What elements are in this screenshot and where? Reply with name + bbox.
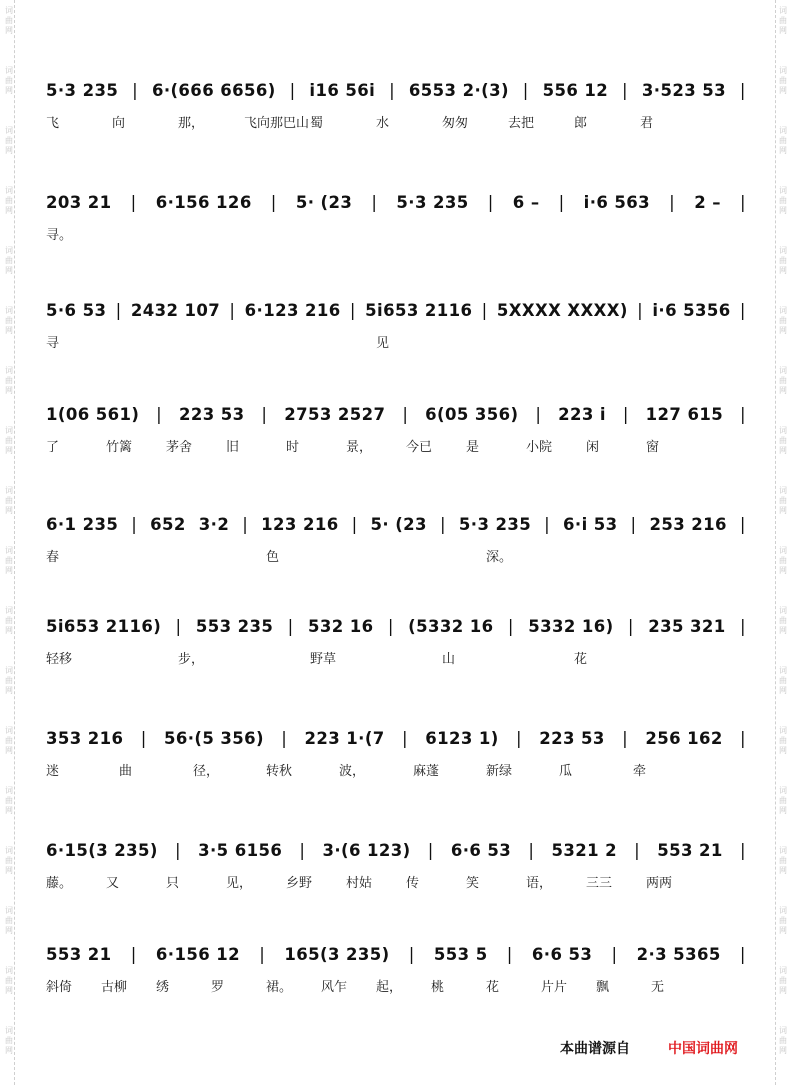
barline: | [487, 192, 494, 212]
barline: | [627, 616, 634, 636]
barline: | [427, 840, 434, 860]
lyrics-line [46, 436, 746, 456]
watermark-text: 词 曲 网 [5, 846, 13, 875]
lyrics-line [46, 648, 746, 668]
lyrics-line [46, 546, 746, 566]
note-group: 6·(666 6656) [151, 80, 276, 100]
barline: | [229, 300, 236, 320]
watermark-text: 词 曲 网 [779, 486, 787, 515]
lyric-word: 斜倚 [46, 980, 73, 995]
note-group: 6553 2·(3) [408, 80, 509, 100]
lyric-word: 语， [526, 876, 553, 891]
barline: | [261, 404, 268, 424]
lyric-word: 水 [376, 116, 390, 131]
barline: | [528, 840, 535, 860]
note-group: 6·15(3 235) [46, 840, 158, 860]
lyric-word: 飘 [596, 980, 610, 995]
staff-row [46, 726, 746, 796]
lyric-word: 瓜 [559, 764, 573, 779]
barline: | [634, 840, 641, 860]
lyric-word: 起， [376, 980, 403, 995]
barline: | [515, 728, 522, 748]
barline: | [371, 192, 378, 212]
note-group: 6·156 126 [155, 192, 252, 212]
lyric-word: 村姑 [346, 876, 373, 891]
barline: | [175, 616, 182, 636]
watermark-text: 词 曲 网 [5, 546, 13, 575]
watermark-text: 词 曲 网 [779, 606, 787, 635]
lyric-word: 茅舍 [166, 440, 193, 455]
lyric-word: 三三 [586, 876, 613, 891]
barline: | [481, 300, 488, 320]
watermark-text: 词 曲 网 [779, 1026, 787, 1055]
note-group: 253 216 [649, 514, 727, 534]
barline: | [130, 192, 137, 212]
barline: | [299, 840, 306, 860]
footer [0, 1035, 790, 1065]
lyric-word: 竹篱 [106, 440, 133, 455]
watermark-text: 词 曲 网 [779, 426, 787, 455]
lyric-word: 麻蓬 [413, 764, 440, 779]
lyric-word: 绣 [156, 980, 170, 995]
barline: | [387, 616, 394, 636]
lyric-word: 曲 [119, 764, 133, 779]
watermark-text: 词 曲 网 [5, 246, 13, 275]
barline: | [349, 300, 356, 320]
note-group: 6·i 53 [563, 514, 618, 534]
note-group: 553 21 [657, 840, 723, 860]
barline: | [740, 616, 746, 636]
note-group: i16 56i [309, 80, 376, 100]
note-group: 223 53 [179, 404, 245, 424]
lyric-word: 见， [226, 876, 253, 891]
notation-line [46, 942, 746, 966]
notation-line [46, 726, 746, 750]
note-group: 3·5 6156 [198, 840, 283, 860]
note-group: 5·6 53 [46, 300, 107, 320]
note-group: 127 615 [645, 404, 724, 424]
watermark-text: 词 曲 网 [779, 786, 787, 815]
barline: | [242, 514, 249, 534]
note-group: 5i653 2116 [365, 300, 473, 320]
notation-line [46, 512, 746, 536]
notation-line [46, 838, 746, 862]
barline: | [132, 80, 139, 100]
lyric-word: 无 [651, 980, 665, 995]
note-group: 5·3 235 [396, 192, 469, 212]
watermark-text: 词 曲 网 [5, 966, 13, 995]
watermark-text: 词 曲 网 [779, 6, 787, 35]
watermark-text: 词 曲 网 [779, 966, 787, 995]
barline: | [739, 300, 746, 320]
barline: | [506, 944, 513, 964]
watermark-text: 词 曲 网 [5, 366, 13, 395]
staff-row [46, 78, 746, 148]
barline: | [739, 840, 746, 860]
lyric-word: 色 [266, 550, 280, 565]
note-group: 123 216 [261, 514, 339, 534]
barline: | [389, 80, 396, 100]
notation-line [46, 402, 746, 426]
note-group: 6·1 235 [46, 514, 119, 534]
staff-row [46, 190, 746, 260]
barline: | [289, 80, 296, 100]
watermark-text: 词 曲 网 [5, 426, 13, 455]
barline: | [669, 192, 676, 212]
note-group: 5· (23 [370, 514, 427, 534]
barline: | [115, 300, 122, 320]
lyrics-line [46, 872, 746, 892]
watermark-text: 词 曲 网 [5, 126, 13, 155]
note-group: i·6 5356 [652, 300, 731, 320]
barline: | [401, 728, 408, 748]
barline: | [558, 192, 565, 212]
staff-row [46, 614, 746, 684]
lyric-word: 深。 [486, 550, 513, 565]
lyric-word: 又 [106, 876, 120, 891]
lyric-word: 藤。 [46, 876, 73, 891]
lyric-word: 匆匆 [442, 116, 469, 131]
watermark-text: 词 曲 网 [5, 6, 13, 35]
lyric-word: 花 [574, 652, 588, 667]
barline: | [739, 944, 746, 964]
note-group: 6(05 356) [425, 404, 519, 424]
watermark-text: 词 曲 网 [779, 546, 787, 575]
note-group: 556 12 [542, 80, 609, 100]
lyric-word: 笑 [466, 876, 480, 891]
note-group: 3·523 53 [641, 80, 726, 100]
lyric-word: 闲 [586, 440, 600, 455]
note-group: 6·123 216 [244, 300, 341, 320]
lyric-word: 新绿 [486, 764, 513, 779]
note-group: 223 i [558, 404, 606, 424]
barline: | [259, 944, 266, 964]
source-label: 本曲谱源自 [560, 1041, 630, 1057]
note-group: 6·6 53 [531, 944, 593, 964]
note-group: 5·3 235 [458, 514, 532, 534]
note-group: 3·(6 123) [322, 840, 411, 860]
lyric-word: 牵 [633, 764, 647, 779]
watermark-text: 词 曲 网 [5, 666, 13, 695]
note-group: 3·2 [198, 514, 230, 534]
note-group: 2432 107 [130, 300, 221, 320]
note-group: 353 216 [46, 728, 124, 748]
lyric-word: 寻。 [46, 228, 73, 243]
lyric-word: 飞 [46, 116, 60, 131]
barline: | [408, 944, 415, 964]
lyric-word: 风乍 [321, 980, 348, 995]
note-group: 5XXXX XXXX) [496, 300, 628, 320]
barline: | [281, 728, 288, 748]
barline: | [544, 514, 551, 534]
note-group: 652 [150, 514, 186, 534]
lyric-word: 时 [286, 440, 300, 455]
watermark-text: 词 曲 网 [779, 186, 787, 215]
watermark-text: 词 曲 网 [5, 486, 13, 515]
staff-row [46, 942, 746, 1012]
note-group: 532 16 [307, 616, 374, 636]
watermark-text: 词 曲 网 [5, 606, 13, 635]
watermark-text: 词 曲 网 [779, 366, 787, 395]
staff-row [46, 512, 746, 582]
barline: | [156, 404, 163, 424]
watermark-text: 词 曲 网 [779, 906, 787, 935]
note-group: 256 162 [645, 728, 723, 748]
barline: | [439, 514, 446, 534]
note-group: 6123 1) [425, 728, 499, 748]
watermark-text: 词 曲 网 [779, 846, 787, 875]
watermark-text: 词 曲 网 [779, 666, 787, 695]
barline: | [622, 404, 629, 424]
watermark-text: 词 曲 网 [5, 906, 13, 935]
note-group: 223 1·(7 [304, 728, 385, 748]
lyric-word: 转秋 [266, 764, 293, 779]
site-name: 中国词曲网 [668, 1041, 738, 1057]
lyric-word: 山 [442, 652, 456, 667]
lyric-word: 迷 [46, 764, 60, 779]
watermark-text: 词 曲 网 [5, 726, 13, 755]
barline: | [739, 514, 746, 534]
barline: | [739, 80, 746, 100]
barline: | [637, 300, 644, 320]
notation-line [46, 78, 746, 102]
note-group: 235 321 [648, 616, 726, 636]
watermark-text: 词 曲 网 [779, 726, 787, 755]
lyric-word: 郎 [574, 116, 588, 131]
barline: | [175, 840, 181, 860]
barline: | [402, 404, 409, 424]
lyric-word: 裙。 [266, 980, 293, 995]
watermark-text: 词 曲 网 [5, 1026, 13, 1055]
notation-line [46, 298, 746, 322]
barline: | [522, 80, 529, 100]
staff-row [46, 402, 746, 472]
note-group: 5·3 235 [46, 80, 119, 100]
lyric-word: 小院 [526, 440, 553, 455]
lyric-word: 两两 [646, 876, 673, 891]
lyric-word: 只 [166, 876, 180, 891]
lyrics-line [46, 224, 746, 244]
lyric-word: 径， [193, 764, 220, 779]
lyrics-line [46, 760, 746, 780]
lyric-word: 罗 [211, 980, 225, 995]
notation-line [46, 614, 746, 638]
lyric-word: 乡野 [286, 876, 313, 891]
barline: | [622, 728, 629, 748]
lyric-word: 野草 [310, 652, 337, 667]
lyric-word: 窗 [646, 440, 660, 455]
note-group: (5332 16 [408, 616, 494, 636]
barline: | [630, 514, 637, 534]
barline: | [507, 616, 514, 636]
note-group: 6 – [512, 192, 540, 212]
lyric-word: 今已 [406, 440, 433, 455]
note-group: i·6 563 [583, 192, 651, 212]
barline: | [739, 192, 746, 212]
note-group: 553 5 [433, 944, 488, 964]
lyric-word: 春 [46, 550, 60, 565]
lyric-word: 轻移 [46, 652, 73, 667]
watermark-text: 词 曲 网 [779, 66, 787, 95]
barline: | [287, 616, 294, 636]
barline: | [611, 944, 618, 964]
watermark-text: 词 曲 网 [5, 66, 13, 95]
lyric-word: 景， [346, 440, 373, 455]
lyric-word: 了 [46, 440, 60, 455]
barline: | [140, 728, 147, 748]
barline: | [270, 192, 277, 212]
lyric-word: 是 [466, 440, 480, 455]
lyric-word: 片片 [541, 980, 568, 995]
notation-line [46, 190, 746, 214]
lyrics-line [46, 976, 746, 996]
note-group: 6·6 53 [450, 840, 512, 860]
note-group: 223 53 [539, 728, 605, 748]
note-group: 5i653 2116) [46, 616, 162, 636]
lyric-word: 传 [406, 876, 420, 891]
note-group: 56·(5 356) [163, 728, 264, 748]
lyric-word: 古柳 [101, 980, 128, 995]
note-group: 5332 16) [528, 616, 614, 636]
watermark-text: 词 曲 网 [779, 246, 787, 275]
lyric-word: 桃 [431, 980, 445, 995]
note-group: 5· (23 [295, 192, 353, 212]
note-group: 203 21 [46, 192, 112, 212]
note-group: 553 235 [195, 616, 274, 636]
note-group: 553 21 [46, 944, 112, 964]
lyric-word: 旧 [226, 440, 240, 455]
watermark-text: 词 曲 网 [5, 306, 13, 335]
lyrics-line [46, 332, 746, 352]
barline: | [131, 514, 138, 534]
lyric-word: 去把 [508, 116, 535, 131]
staff-row [46, 838, 746, 908]
barline: | [351, 514, 358, 534]
lyric-word: 向 [112, 116, 126, 131]
lyric-word: 飞向那巴山 [244, 116, 310, 131]
lyric-word: 见 [376, 336, 390, 351]
barline: | [622, 80, 629, 100]
barline: | [739, 404, 746, 424]
barline: | [535, 404, 542, 424]
note-group: 1(06 561) [46, 404, 140, 424]
lyric-word: 寻 [46, 336, 60, 351]
note-group: 2 – [694, 192, 721, 212]
lyric-word: 君 [640, 116, 654, 131]
barline: | [130, 944, 137, 964]
lyric-word: 蜀 [310, 116, 324, 131]
lyrics-line [46, 112, 746, 132]
watermark-text: 词 曲 网 [5, 786, 13, 815]
note-group: 5321 2 [551, 840, 617, 860]
watermark-text: 词 曲 网 [779, 306, 787, 335]
lyric-word: 花 [486, 980, 500, 995]
lyric-word: 步， [178, 652, 205, 667]
staff-row [46, 298, 746, 368]
barline: | [740, 728, 746, 748]
watermark-text: 词 曲 网 [779, 126, 787, 155]
note-group: 2753 2527 [284, 404, 386, 424]
note-group: 165(3 235) [284, 944, 390, 964]
note-group: 6·156 12 [155, 944, 241, 964]
lyric-word: 那， [178, 116, 205, 131]
watermark-text: 词 曲 网 [5, 186, 13, 215]
note-group: 2·3 5365 [636, 944, 721, 964]
lyric-word: 波， [339, 764, 366, 779]
